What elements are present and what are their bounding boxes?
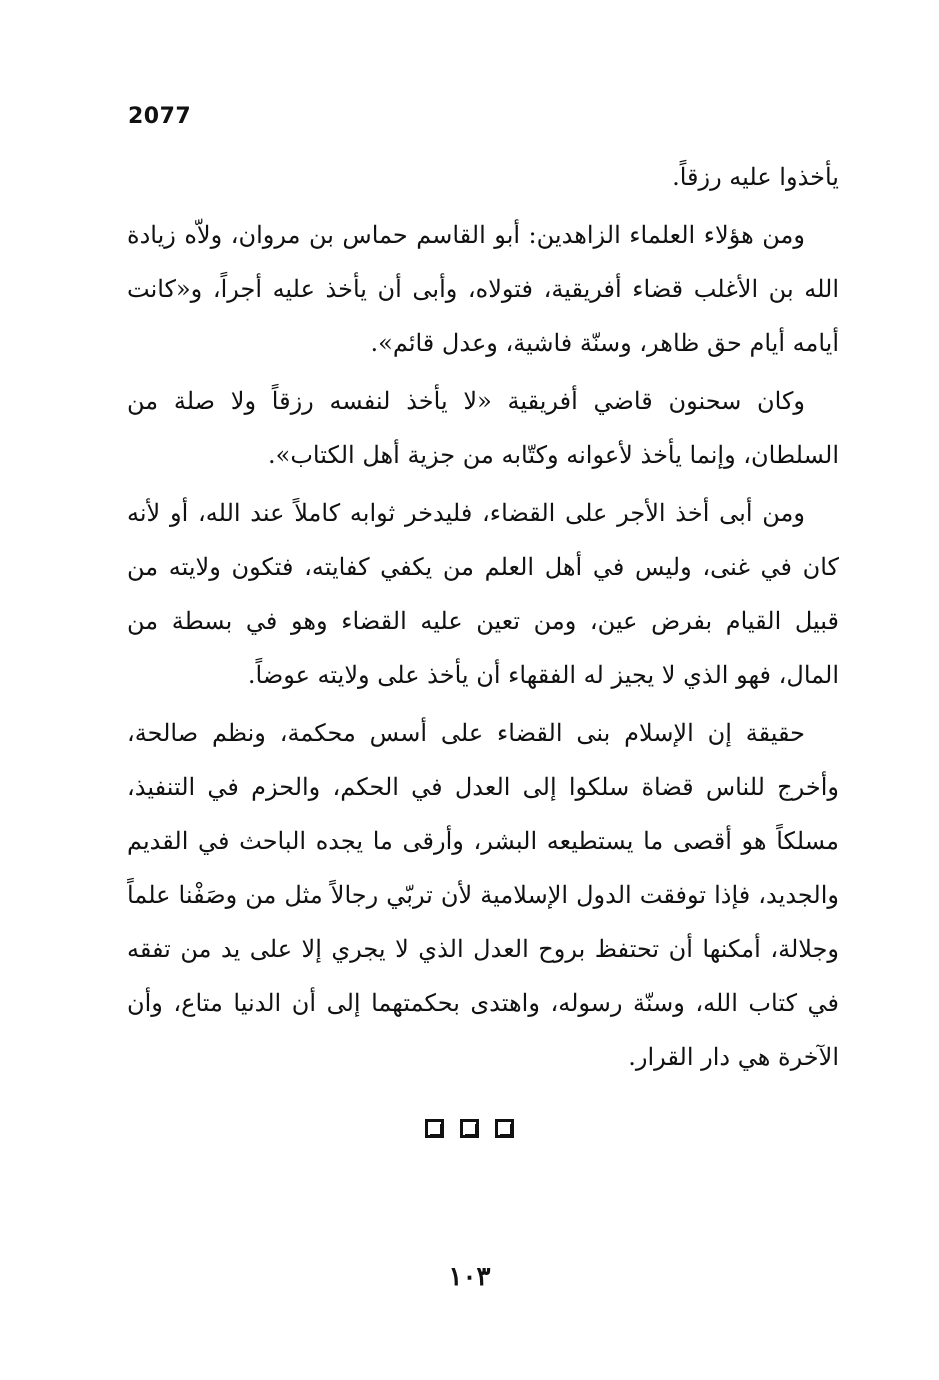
separator-square-icon xyxy=(425,1119,444,1138)
paragraph-continuation: يأخذوا عليه رزقاً. xyxy=(672,163,839,191)
page-identifier: 2077 xyxy=(128,104,192,129)
paragraph: ومن هؤلاء العلماء الزاهدين: أبو القاسم حماس بن مروان، ولاّه زيادة الله بن الأغلب قضاء أفريقية، فتولاه، وأبى أن يأخذ عليه أجراً، و«كانت أيامه أيام حق ظاهر، وسنّة فاشية، وعدل قائم». xyxy=(127,221,840,357)
paragraph: حقيقة إن الإسلام بنى القضاء على أسس محكمة، ونظم صالحة، وأخرج للناس قضاة سلكوا إلى العدل في الحكم، والحزم في التنفيذ، مسلكاً هو أقصى ما يستطيعه البشر، وأرقى ما يجده الباحث في القديم والجديد، فإذا توفقت الدول الإسلامية لأن تربّي رجالاً مثل من وصَفْنا علماً وجلالة، أمكنها أن تحتفظ بروح العدل الذي لا يجري إلا على يد من تفقه في كتاب الله، وسنّة رسوله، واهتدى بحكمتهما إلى أن الدنيا متاع، وأن الآخرة هي دار القرار. xyxy=(127,719,839,1071)
separator-square-icon xyxy=(495,1119,514,1138)
paragraph: ومن أبى أخذ الأجر على القضاء، فليدخر ثوابه كاملاً عند الله، أو لأنه كان في غنى، وليس في أهل العلم من يكفي كفايته، فتكون ولايته من قبيل القيام بفرض عين، ومن تعين عليه القضاء وهو في بسطة من المال، فهو الذي لا يجيز له الفقهاء أن يأخذ على ولايته عوضاً. xyxy=(127,499,839,689)
section-separator xyxy=(0,1119,939,1138)
separator-square-icon xyxy=(460,1119,479,1138)
paragraph: وكان سحنون قاضي أفريقية «لا يأخذ لنفسه رزقاً ولا صلة من السلطان، وإنما يأخذ لأعوانه وكتّابه من جزية أهل الكتاب». xyxy=(127,387,839,469)
body-text xyxy=(127,150,839,1084)
page-number: ١٠٣ xyxy=(448,1262,491,1292)
